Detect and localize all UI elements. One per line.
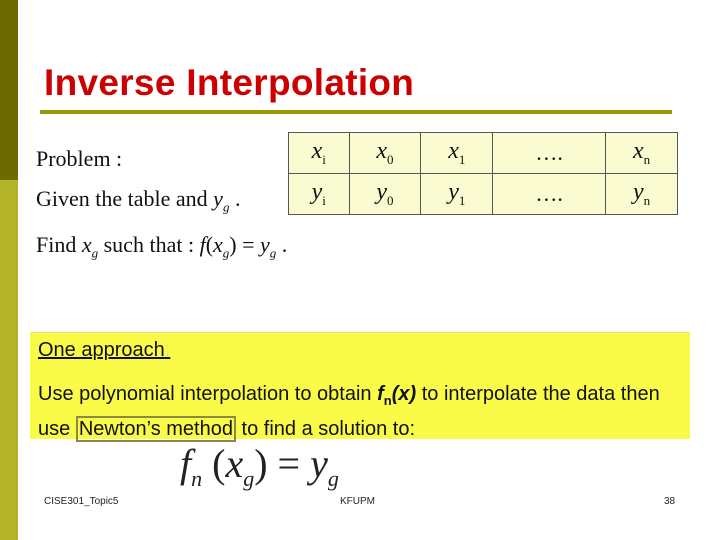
given-text: Given the table and [36, 186, 208, 211]
table-row-x [289, 133, 678, 174]
x-var: x [213, 232, 223, 257]
eq-n-sub: n [191, 466, 203, 491]
approach-colon: : [164, 339, 171, 361]
approach-text-2: to interpolate the data then use [38, 383, 660, 440]
table-cell: $y_1$ [421, 174, 493, 215]
eq-equals: = [277, 441, 301, 486]
approach-text-1: Use polynomial interpolation to obtain [38, 383, 372, 405]
target-equation [180, 440, 339, 492]
page-number: 38 [664, 496, 676, 507]
g-subscript: g [222, 245, 230, 261]
g-subscript: g [222, 199, 230, 215]
table-cell: $x_i$ [289, 133, 350, 174]
eq-close-paren: ) [254, 441, 268, 486]
sidebar-dark-stripe [0, 0, 18, 180]
table-cell: …. [493, 133, 606, 174]
sidebar-light-stripe [0, 180, 18, 540]
table-cell: $x_n$ [606, 133, 678, 174]
g-subscript: g [91, 245, 99, 261]
n-subscript: n [383, 393, 392, 408]
eq-y: y [310, 441, 328, 486]
f-var: f [199, 232, 206, 257]
given-line [36, 186, 240, 215]
footer-institution: KFUPM [340, 496, 375, 507]
table-cell: $y_0$ [349, 174, 421, 215]
approach-text-3: to find a solution to: [241, 418, 415, 440]
equals-sign: = [242, 232, 255, 257]
slide-title: Inverse Interpolation [44, 62, 415, 103]
table-row-y [289, 174, 678, 215]
fn-argument: (x) [391, 383, 417, 405]
approach-body [38, 380, 688, 444]
newtons-method-highlight: Newton’s method [76, 416, 236, 442]
eq-g-sub: g [243, 466, 255, 491]
table-cell: $y_n$ [606, 174, 678, 215]
y-var: y [213, 186, 223, 211]
approach-heading-text: One approach [38, 339, 165, 361]
find-line: Find $x_g$ such that : $f(x_g) = y_g$ . [36, 232, 288, 261]
table-cell: $x_0$ [349, 133, 421, 174]
period: . [234, 186, 241, 211]
y-var: y [260, 232, 270, 257]
table-cell: …. [493, 174, 606, 215]
fn-symbol: f [377, 383, 384, 405]
find-text: Find [36, 232, 77, 257]
such-that-text: such that : [103, 232, 195, 257]
g-subscript: g [269, 245, 277, 261]
eq-x: x [225, 441, 244, 486]
title-underline [40, 110, 672, 114]
approach-callout [30, 332, 690, 439]
table-cell: $y_i$ [289, 174, 350, 215]
eq-open-paren: ( [212, 441, 226, 486]
footer-course: CISE301_Topic5 [44, 496, 119, 507]
eq-f: f [180, 441, 192, 486]
period: . [281, 232, 288, 257]
eq-g-sub: g [327, 466, 339, 491]
approach-heading [38, 339, 170, 362]
problem-label: Problem : [36, 146, 123, 171]
data-table [288, 132, 678, 215]
table-cell: $x_1$ [421, 133, 493, 174]
x-var: x [81, 232, 92, 257]
